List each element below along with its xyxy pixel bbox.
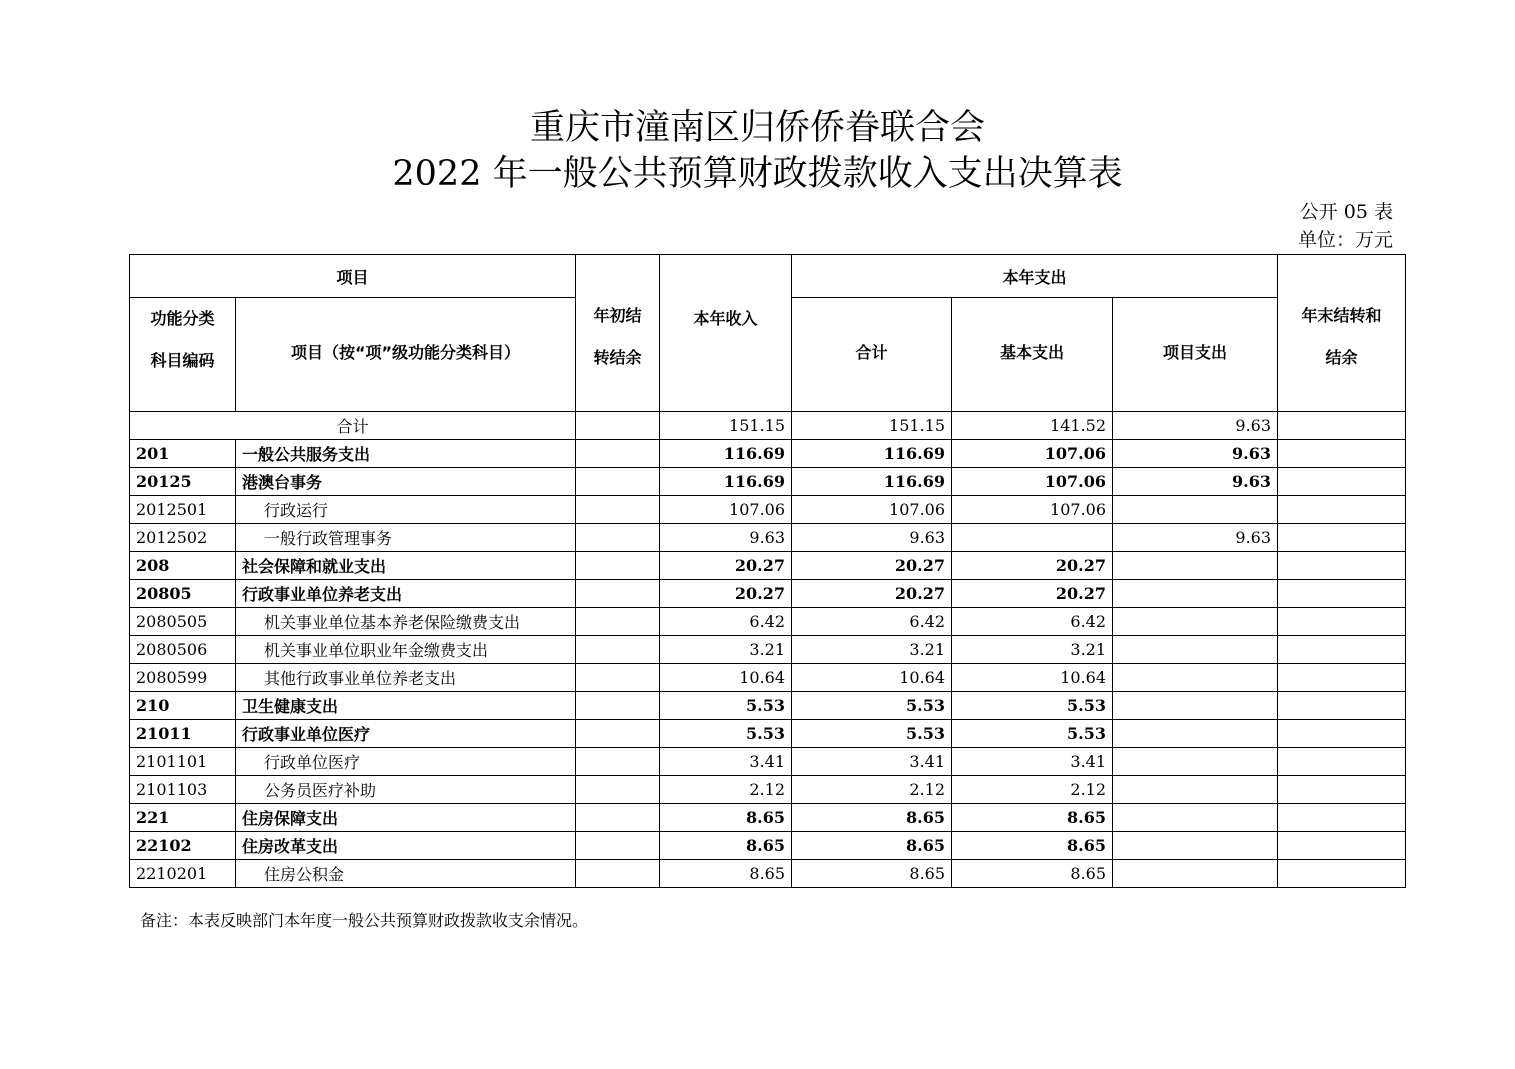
table-row: [130, 496, 1406, 524]
row-income: 5.53: [660, 720, 792, 748]
row-closing: [1278, 832, 1406, 860]
row-income: 9.63: [660, 524, 792, 552]
row-exp-total: 8.65: [792, 860, 952, 888]
row-exp-project: [1113, 580, 1278, 608]
header-code-line2: 科目编码: [150, 351, 215, 370]
table-body: [130, 440, 1406, 888]
row-exp-project: 9.63: [1113, 468, 1278, 496]
row-income: 3.21: [660, 636, 792, 664]
table-row: [130, 776, 1406, 804]
row-opening: [576, 496, 660, 524]
row-opening: [576, 468, 660, 496]
row-exp-project: [1113, 804, 1278, 832]
row-name: 住房保障支出: [236, 804, 576, 832]
row-name: 一般行政管理事务: [236, 524, 576, 552]
table-row: [130, 692, 1406, 720]
row-opening: [576, 440, 660, 468]
total-closing: [1278, 412, 1406, 440]
row-opening: [576, 664, 660, 692]
row-income: 10.64: [660, 664, 792, 692]
row-closing: [1278, 720, 1406, 748]
header-project-exp-label: 项目支出: [1163, 343, 1228, 362]
row-code: 2101101: [130, 748, 236, 776]
header-closing-balance: [1278, 255, 1406, 412]
row-name: 住房改革支出: [236, 832, 576, 860]
header-basic-label: 基本支出: [1000, 343, 1065, 362]
row-income: 6.42: [660, 608, 792, 636]
header-closing-line1: 年末结转和: [1301, 306, 1382, 325]
row-exp-total: 116.69: [792, 440, 952, 468]
total-exp-basic: 141.52: [952, 412, 1113, 440]
row-exp-total: 116.69: [792, 468, 952, 496]
row-exp-total: 9.63: [792, 524, 952, 552]
table-row: [130, 608, 1406, 636]
row-code: 20805: [130, 580, 236, 608]
row-exp-total: 6.42: [792, 608, 952, 636]
row-closing: [1278, 440, 1406, 468]
row-opening: [576, 832, 660, 860]
row-exp-project: [1113, 664, 1278, 692]
row-closing: [1278, 692, 1406, 720]
row-exp-total: 20.27: [792, 580, 952, 608]
unit-label: 单位：万元: [1297, 229, 1393, 251]
header-code: [130, 298, 236, 412]
row-name: 行政事业单位养老支出: [236, 580, 576, 608]
header-opening-line1: 年初结: [593, 306, 642, 325]
table-row: [130, 832, 1406, 860]
row-code: 22102: [130, 832, 236, 860]
form-number: 公开 05 表: [1299, 201, 1393, 223]
table-row: [130, 664, 1406, 692]
header-code-line1: 功能分类: [150, 309, 215, 328]
row-exp-basic: 3.21: [952, 636, 1113, 664]
row-name: 社会保障和就业支出: [236, 552, 576, 580]
row-exp-basic: 20.27: [952, 552, 1113, 580]
row-code: 2012502: [130, 524, 236, 552]
row-code: 210: [130, 692, 236, 720]
row-closing: [1278, 608, 1406, 636]
row-income: 116.69: [660, 440, 792, 468]
row-opening: [576, 860, 660, 888]
row-code: 2080599: [130, 664, 236, 692]
row-exp-project: 9.63: [1113, 440, 1278, 468]
row-exp-total: 20.27: [792, 552, 952, 580]
total-exp-total: 151.15: [792, 412, 952, 440]
row-exp-total: 8.65: [792, 832, 952, 860]
total-row: [130, 412, 1406, 440]
row-closing: [1278, 664, 1406, 692]
row-income: 8.65: [660, 832, 792, 860]
row-closing: [1278, 860, 1406, 888]
row-opening: [576, 748, 660, 776]
row-name: 公务员医疗补助: [236, 776, 576, 804]
row-income: 20.27: [660, 580, 792, 608]
row-exp-basic: 2.12: [952, 776, 1113, 804]
row-closing: [1278, 468, 1406, 496]
row-code: 201: [130, 440, 236, 468]
row-code: 2101103: [130, 776, 236, 804]
row-name: 一般公共服务支出: [236, 440, 576, 468]
row-exp-project: [1113, 496, 1278, 524]
total-income: 151.15: [660, 412, 792, 440]
row-income: 116.69: [660, 468, 792, 496]
table-row: [130, 804, 1406, 832]
row-exp-total: 3.41: [792, 748, 952, 776]
row-exp-basic: 8.65: [952, 804, 1113, 832]
row-exp-project: [1113, 748, 1278, 776]
row-code: 20125: [130, 468, 236, 496]
header-income: [660, 255, 792, 412]
table-row: [130, 860, 1406, 888]
header-total-label: 合计: [855, 343, 888, 362]
header-opening-line2: 转结余: [593, 348, 642, 367]
row-income: 5.53: [660, 692, 792, 720]
row-exp-total: 5.53: [792, 720, 952, 748]
row-exp-total: 2.12: [792, 776, 952, 804]
header-closing-line2: 结余: [1325, 348, 1358, 367]
row-exp-total: 107.06: [792, 496, 952, 524]
row-exp-total: 5.53: [792, 692, 952, 720]
row-opening: [576, 524, 660, 552]
row-opening: [576, 608, 660, 636]
total-opening: [576, 412, 660, 440]
row-exp-total: 8.65: [792, 804, 952, 832]
header-expenditure: 本年支出: [792, 255, 1278, 298]
header-item: [236, 298, 576, 412]
row-income: 107.06: [660, 496, 792, 524]
row-name: 其他行政事业单位养老支出: [236, 664, 576, 692]
row-exp-project: [1113, 832, 1278, 860]
row-exp-project: [1113, 776, 1278, 804]
row-exp-basic: 107.06: [952, 440, 1113, 468]
header-opening-balance: [576, 255, 660, 412]
row-code: 2080505: [130, 608, 236, 636]
row-opening: [576, 720, 660, 748]
row-opening: [576, 804, 660, 832]
row-exp-project: [1113, 608, 1278, 636]
header-basic: [952, 298, 1113, 412]
row-name: 行政单位医疗: [236, 748, 576, 776]
row-name: 行政事业单位医疗: [236, 720, 576, 748]
row-exp-basic: 107.06: [952, 468, 1113, 496]
table-row: [130, 720, 1406, 748]
row-opening: [576, 636, 660, 664]
row-code: 2012501: [130, 496, 236, 524]
row-code: 221: [130, 804, 236, 832]
row-exp-basic: 20.27: [952, 580, 1113, 608]
header-project-exp: [1113, 298, 1278, 412]
page-title-line2: 2022 年一般公共预算财政拨款收入支出决算表: [392, 154, 1123, 194]
row-closing: [1278, 580, 1406, 608]
row-income: 20.27: [660, 552, 792, 580]
row-exp-total: 10.64: [792, 664, 952, 692]
header-row-1: [130, 255, 1406, 298]
row-income: 2.12: [660, 776, 792, 804]
row-income: 3.41: [660, 748, 792, 776]
row-exp-project: [1113, 692, 1278, 720]
table-row: [130, 580, 1406, 608]
row-closing: [1278, 636, 1406, 664]
row-code: 2080506: [130, 636, 236, 664]
row-exp-basic: [952, 524, 1113, 552]
row-closing: [1278, 496, 1406, 524]
header-item-label: 项目（按“项”级功能分类科目）: [290, 343, 521, 362]
row-name: 卫生健康支出: [236, 692, 576, 720]
table-row: [130, 552, 1406, 580]
row-income: 8.65: [660, 860, 792, 888]
page-title-line1: 重庆市潼南区归侨侨眷联合会: [529, 108, 985, 148]
row-exp-total: 3.21: [792, 636, 952, 664]
row-closing: [1278, 552, 1406, 580]
header-total: [792, 298, 952, 412]
row-opening: [576, 552, 660, 580]
row-closing: [1278, 776, 1406, 804]
row-closing: [1278, 748, 1406, 776]
footnote: 备注：本表反映部门本年度一般公共预算财政拨款收支余情况。: [140, 911, 589, 930]
row-name: 机关事业单位职业年金缴费支出: [236, 636, 576, 664]
row-exp-basic: 107.06: [952, 496, 1113, 524]
row-closing: [1278, 524, 1406, 552]
table-row: [130, 468, 1406, 496]
row-name: 住房公积金: [236, 860, 576, 888]
row-income: 8.65: [660, 804, 792, 832]
header-project: 项目: [130, 255, 576, 298]
row-opening: [576, 580, 660, 608]
row-exp-basic: 6.42: [952, 608, 1113, 636]
row-name: 行政运行: [236, 496, 576, 524]
table-row: [130, 440, 1406, 468]
row-exp-project: 9.63: [1113, 524, 1278, 552]
row-exp-basic: 5.53: [952, 720, 1113, 748]
row-exp-project: [1113, 552, 1278, 580]
budget-table: [129, 254, 1406, 888]
row-code: 2210201: [130, 860, 236, 888]
row-closing: [1278, 804, 1406, 832]
row-code: 21011: [130, 720, 236, 748]
table-row: [130, 524, 1406, 552]
row-exp-project: [1113, 860, 1278, 888]
row-opening: [576, 692, 660, 720]
row-exp-basic: 10.64: [952, 664, 1113, 692]
row-exp-basic: 8.65: [952, 860, 1113, 888]
table-row: [130, 636, 1406, 664]
total-label: 合计: [130, 412, 576, 440]
row-exp-project: [1113, 720, 1278, 748]
header-income-label: 本年收入: [693, 309, 758, 328]
row-exp-project: [1113, 636, 1278, 664]
row-name: 机关事业单位基本养老保险缴费支出: [236, 608, 576, 636]
row-code: 208: [130, 552, 236, 580]
row-exp-basic: 3.41: [952, 748, 1113, 776]
row-exp-basic: 8.65: [952, 832, 1113, 860]
row-opening: [576, 776, 660, 804]
row-name: 港澳台事务: [236, 468, 576, 496]
table-row: [130, 748, 1406, 776]
row-exp-basic: 5.53: [952, 692, 1113, 720]
total-exp-project: 9.63: [1113, 412, 1278, 440]
